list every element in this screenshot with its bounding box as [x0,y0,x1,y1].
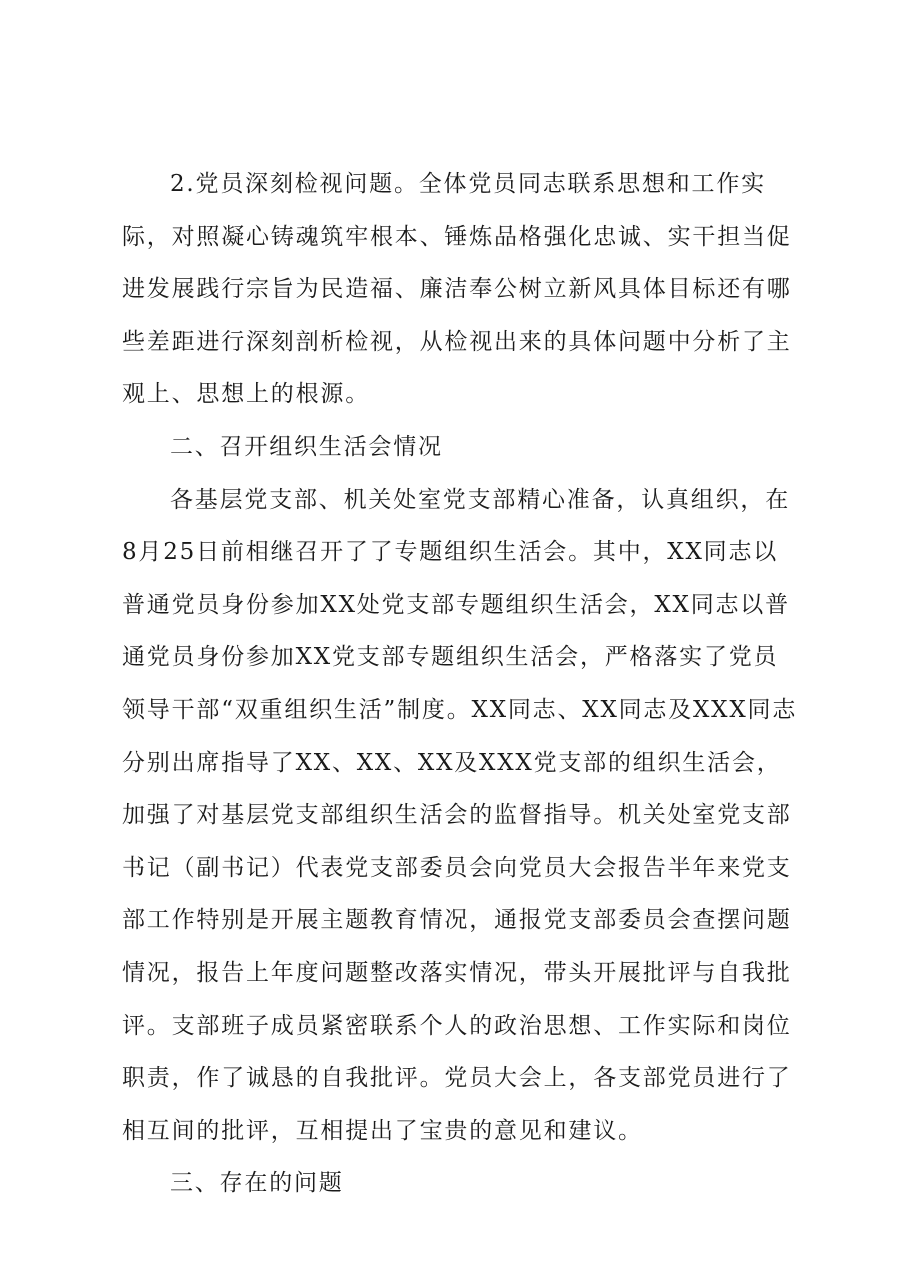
paragraph-meeting-details: 各基层党支部、机关处室党支部精心准备，认真组织，在8月25日前相继召开了了专题组织生活会。其中，XX同志以普通党员身份参加XX处党支部专题组织生活会，XX同志以普通党员身份参加XX党支部专题组织生活会，严格落实了党员领导干部“双重组织生活”制度。XX同志、XX同志及XXX同志分别出席指导了XX、XX、XX及XXX党支部的组织生活会，加强了对基层党支部组织生活会的监督指导。机关处室党支部书记（副书记）代表党支部委员会向党员大会报告半年来党支部工作特别是开展主题教育情况，通报党支部委员会查摆问题情况，报告上年度问题整改落实情况，带头开展批评与自我批评。支部班子成员紧密联系个人的政治思想、工作实际和岗位职责，作了诚恳的自我批评。党员大会上，各支部党员进行了相互间的批评，互相提出了宝贵的意见和建议。 [122,486,798,1144]
paragraph-self-examination: 2.党员深刻检视问题。全体党员同志联系思想和工作实际，对照凝心铸魂筑牢根本、锤炼品格强化忠诚、实干担当促进发展践行宗旨为民造福、廉洁奉公树立新风具体目标还有哪些差距进行深刻剖析检视，从检视出来的具体问题中分析了主观上、思想上的根源。 [122,171,792,408]
section-heading-meeting: 二、召开组织生活会情况 [170,433,443,460]
document-body [122,158,802,1210]
section-heading-problems: 三、存在的问题 [170,1170,344,1197]
